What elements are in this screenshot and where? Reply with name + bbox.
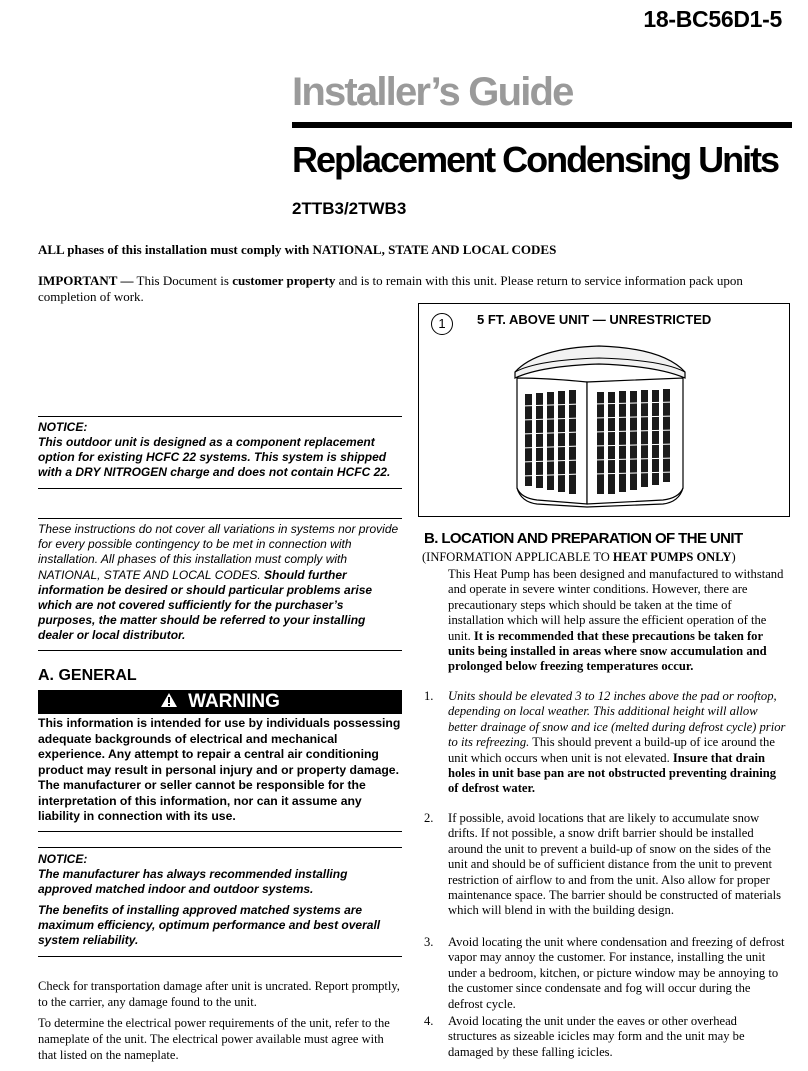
section-b-heading: B. LOCATION AND PREPARATION OF THE UNIT (424, 530, 743, 547)
notice-text: This outdoor unit is designed as a component replacement option for existing HCFC 22 systems. This system is shipped with a DRY NITROGEN charge and does not contain HCFC 22. (38, 435, 391, 479)
list-number: 3. (424, 935, 434, 949)
damage-check-text: Check for transportation damage after unit is uncrated. Report promptly, to the carrier, any damage found to the unit. (38, 979, 400, 1009)
list-text: If possible, avoid locations that are likely to accumulate snow drifts. If not possible, a snow drift barrier should be installed around the unit to prevent a build-up of snow on the sides of the unit and should be of sufficient distance from the unit to prevent restriction of airflow to and from the unit. Also allow for proper maintenance space. The barrier should be constructed of materials which will blend in with the building design. (448, 811, 782, 918)
notice-paragraph: The manufacturer has always recommended installing approved matched indoor and outdoor systems. (38, 867, 348, 896)
instructions-text: These instructions do not cover all variations in systems nor provide for every possible contingency to be met in connection with installation. All phases of this installation must comply with NATIONAL, STATE AND LOCAL CODES. (38, 522, 399, 582)
figure-number: 1 (431, 313, 453, 335)
model-number: 2TTB3/2TWB3 (292, 199, 407, 218)
electrical-power-text: To determine the electrical power requirements of the unit, refer to the nameplate of the unit. The electrical power available must agree with that listed on the nameplate. (38, 1016, 390, 1062)
guide-title: Installer’s Guide (292, 70, 573, 114)
warning-icon (160, 692, 178, 708)
figure-box (418, 303, 790, 517)
list-number: 2. (424, 811, 434, 825)
section-b-intro (448, 567, 788, 675)
list-item (424, 1014, 788, 1060)
list-item (424, 811, 788, 919)
notice-replacement (38, 416, 402, 489)
subheading-bold: HEAT PUMPS ONLY (612, 550, 732, 564)
list-text: Avoid locating the unit where condensation and freezing of defrost vapor may annoy the customer. For instance, installing the unit under a bedroom, kitchen, or picture window may be annoying to the customer since condensate and fog will occur during the defrost cycle. (448, 935, 785, 1011)
notice-paragraph: The benefits of installing approved matched systems are maximum efficiency, optimum performance and best overall system reliability. (38, 903, 381, 947)
list-italic: Units should be elevated 3 to 12 inches above the pad or rooftop, depending on local weather. This additional height will allow better drainage of snow and ice (melted during defrost cycle) prior to its refreezing. (448, 689, 786, 750)
main-title: Replacement Condensing Units (292, 139, 779, 180)
subheading-close: ) (731, 550, 736, 564)
list-number: 4. (424, 1014, 434, 1028)
section-a-heading: A. GENERAL (38, 667, 137, 684)
intro-bold: It is recommended that these precautions be taken for units being installed in areas where snow accumulation and prolonged below freezing temperatures occur. (448, 628, 767, 674)
important-label: IMPORTANT — (38, 273, 134, 288)
subheading-text: (INFORMATION APPLICABLE TO (422, 550, 613, 564)
important-text-1: This Document is (133, 273, 233, 288)
list-number: 1. (424, 689, 434, 703)
condensing-unit-illustration (507, 342, 693, 508)
codes-statement: ALL phases of this installation must comply with NATIONAL, STATE AND LOCAL CODES (38, 242, 557, 257)
notice-label: NOTICE: (38, 852, 88, 866)
document-number: 18-BC56D1-5 (643, 6, 782, 32)
notice-label: NOTICE: (38, 420, 88, 434)
list-item (424, 935, 788, 1012)
list-text: This should prevent a build-up of ice around the unit which occurs when unit is not elevated. (448, 735, 775, 765)
intro-text: This Heat Pump has been designed and manufactured to withstand and operate in severe winter conditions. However, there are precautionary steps which should be taken at the time of installation which will help assure the efficient operation of the unit. (448, 567, 784, 643)
instructions-bold: Should further information be desired or should particular problems arise which are not covered sufficiently for the purchaser’s purposes, the matter should be referred to your installing dealer or local distributor. (38, 567, 373, 643)
section-b-subheading (422, 550, 736, 565)
list-item (424, 689, 788, 797)
important-bold: customer property (232, 273, 336, 288)
important-statement (38, 273, 790, 305)
instructions-disclaimer (38, 518, 402, 651)
title-rule (292, 122, 792, 128)
warning-text: This information is intended for use by individuals possessing adequate backgrounds of electrical and mechanical experience. Any attempt to repair a central air conditioning product may result in personal injury and or property damage. The manufacturer or seller cannot be responsible for the interpretation of this information, nor can it assume any liability in connection with its use. (38, 716, 402, 832)
notice-matched-systems (38, 847, 402, 957)
warning-label: WARNING (188, 691, 280, 712)
warning-banner (38, 690, 402, 714)
figure-title: 5 FT. ABOVE UNIT — UNRESTRICTED (477, 312, 712, 327)
list-bold: Insure that drain holes in unit base pan are not obstructed preventing draining of defrost water. (448, 750, 777, 796)
list-text: Avoid locating the unit under the eaves or other overhead structures as sizeable icicles may form and the unit may be damaged by these falling icicles. (448, 1014, 745, 1059)
important-text-2: and is to remain with this unit. Please return to service information pack upon completion of work. (38, 273, 743, 304)
